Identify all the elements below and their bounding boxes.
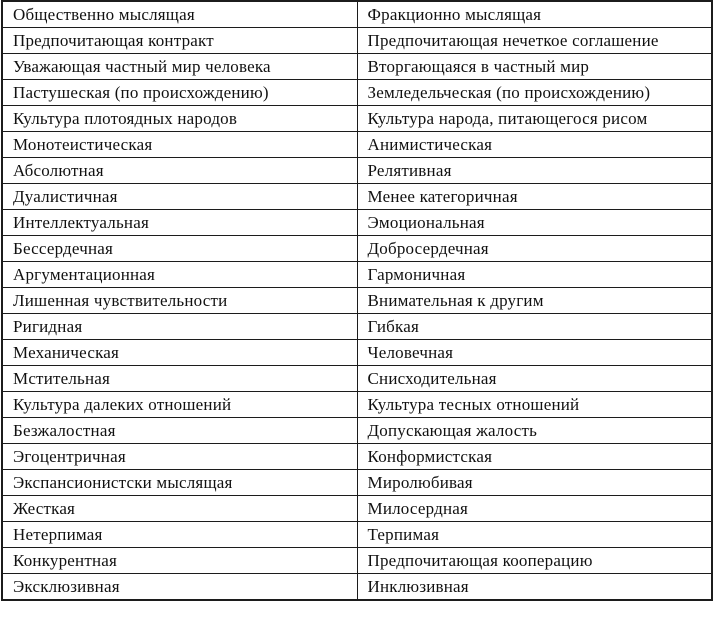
table-cell-right: Эмоциональная xyxy=(357,210,712,236)
table-cell-left: Жесткая xyxy=(2,496,357,522)
table-cell-left: Монотеистическая xyxy=(2,132,357,158)
table-cell-right: Человечная xyxy=(357,340,712,366)
table-cell-right: Земледельческая (по происхождению) xyxy=(357,80,712,106)
table-row xyxy=(2,132,712,158)
table-cell-left: Эгоцентричная xyxy=(2,444,357,470)
table-row xyxy=(2,210,712,236)
table-cell-left: Культура далеких отношений xyxy=(2,392,357,418)
table-cell-right: Вторгающаяся в частный мир xyxy=(357,54,712,80)
table-row xyxy=(2,522,712,548)
table-cell-left: Культура плотоядных народов xyxy=(2,106,357,132)
table-cell-right: Снисходительная xyxy=(357,366,712,392)
table-row xyxy=(2,496,712,522)
table-row xyxy=(2,418,712,444)
table-cell-right: Анимистическая xyxy=(357,132,712,158)
table-row xyxy=(2,288,712,314)
table-cell-left: Предпочитающая контракт xyxy=(2,28,357,54)
table-cell-right: Менее категоричная xyxy=(357,184,712,210)
comparison-table xyxy=(1,0,713,601)
table-row xyxy=(2,548,712,574)
table-cell-left: Бессердечная xyxy=(2,236,357,262)
table-body xyxy=(2,1,712,600)
table-cell-left: Дуалистичная xyxy=(2,184,357,210)
table-cell-right: Терпимая xyxy=(357,522,712,548)
table-cell-right: Гибкая xyxy=(357,314,712,340)
table-cell-right: Добросердечная xyxy=(357,236,712,262)
table-cell-right: Фракционно мыслящая xyxy=(357,1,712,28)
table-cell-left: Эксклюзивная xyxy=(2,574,357,601)
table-row xyxy=(2,236,712,262)
table-cell-left: Безжалостная xyxy=(2,418,357,444)
table-row xyxy=(2,340,712,366)
table-cell-left: Ригидная xyxy=(2,314,357,340)
table-cell-right: Милосердная xyxy=(357,496,712,522)
table-row xyxy=(2,106,712,132)
table-cell-right: Гармоничная xyxy=(357,262,712,288)
table-cell-left: Абсолютная xyxy=(2,158,357,184)
table-row xyxy=(2,574,712,601)
table-cell-right: Культура народа, питающегося рисом xyxy=(357,106,712,132)
table-cell-left: Интеллектуальная xyxy=(2,210,357,236)
table-cell-right: Предпочитающая нечеткое соглашение xyxy=(357,28,712,54)
table-cell-left: Конкурентная xyxy=(2,548,357,574)
table-row xyxy=(2,262,712,288)
table-row xyxy=(2,470,712,496)
table-cell-right: Релятивная xyxy=(357,158,712,184)
table-cell-left: Лишенная чувствительности xyxy=(2,288,357,314)
table-cell-right: Конформистская xyxy=(357,444,712,470)
table-row xyxy=(2,444,712,470)
table-cell-right: Культура тесных отношений xyxy=(357,392,712,418)
table-row xyxy=(2,314,712,340)
table-cell-right: Допускающая жалость xyxy=(357,418,712,444)
table-cell-left: Нетерпимая xyxy=(2,522,357,548)
table-row xyxy=(2,80,712,106)
table-cell-right: Внимательная к другим xyxy=(357,288,712,314)
table-cell-left: Механическая xyxy=(2,340,357,366)
table-row xyxy=(2,366,712,392)
table-cell-left: Аргументационная xyxy=(2,262,357,288)
table-row xyxy=(2,28,712,54)
table-cell-left: Экспансионистски мыслящая xyxy=(2,470,357,496)
table-cell-left: Общественно мыслящая xyxy=(2,1,357,28)
table-cell-left: Мстительная xyxy=(2,366,357,392)
table-row xyxy=(2,54,712,80)
table-row xyxy=(2,158,712,184)
table-row xyxy=(2,1,712,28)
table-cell-right: Предпочитающая кооперацию xyxy=(357,548,712,574)
table-row xyxy=(2,184,712,210)
table-cell-right: Миролюбивая xyxy=(357,470,712,496)
table-cell-left: Уважающая частный мир человека xyxy=(2,54,357,80)
table-cell-right: Инклюзивная xyxy=(357,574,712,601)
table-row xyxy=(2,392,712,418)
table-cell-left: Пастушеская (по происхождению) xyxy=(2,80,357,106)
